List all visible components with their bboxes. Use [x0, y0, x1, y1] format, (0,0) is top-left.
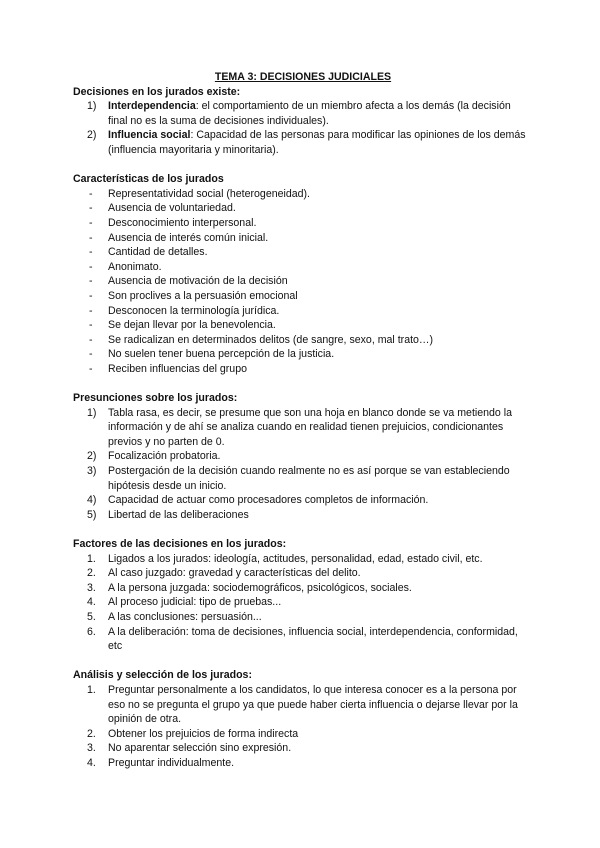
list-text: A las conclusiones: persuasión... [108, 610, 262, 623]
list-text: No suelen tener buena percepción de la justicia. [108, 348, 335, 361]
list-text: Tabla rasa, es decir, se presume que son una hoja en blanco donde se va metiendo la información y de ahí se analiza cuando en realidad tienen prejuicios, condicionantes previos y no parten de 0. [108, 406, 513, 448]
numbered-list [73, 406, 533, 523]
list-text: No aparentar selección sino expresión. [108, 742, 292, 755]
list-text: Ausencia de motivación de la decisión [108, 275, 288, 288]
list-text: Preguntar personalmente a los candidatos, lo que interesa conocer es a la persona por eso no se pregunta el grupo ya que puede haber cierta influencia o dejarse llevar por la opinión de otra. [108, 683, 518, 726]
numbered-list [73, 552, 533, 654]
document-content [73, 70, 533, 785]
list-number: 2. [87, 567, 96, 580]
list-item [73, 318, 533, 333]
section-analisis [73, 668, 533, 770]
list-item [73, 201, 533, 216]
list-item [73, 362, 533, 377]
section-heading: Características de los jurados [73, 173, 224, 186]
list-number: 5) [87, 508, 97, 521]
list-text: Anonimato. [108, 260, 162, 273]
list-item [73, 289, 533, 304]
dash-bullet: - [89, 202, 93, 215]
list-number: 4. [87, 596, 96, 609]
list-number: 3. [87, 742, 96, 755]
list-text: Capacidad de actuar como procesadores completos de información. [108, 494, 429, 507]
list-item [73, 756, 533, 771]
list-text: Libertad de las deliberaciones [108, 508, 249, 521]
section-factores [73, 537, 533, 654]
list-number: 2) [87, 129, 97, 142]
dash-bullet: - [89, 362, 93, 375]
section-heading: Factores de las decisiones en los jurados: [73, 538, 287, 550]
list-text: Ligados a los jurados: ideología, actitudes, personalidad, edad, estado civil, etc. [108, 552, 483, 565]
list-text: Ausencia de voluntariedad. [108, 202, 236, 215]
section-caracteristicas [73, 172, 533, 376]
section-heading: Decisiones en los jurados existe: [73, 85, 241, 98]
section-presunciones [73, 391, 533, 522]
item-text: : Capacidad de las personas para modificar las opiniones de los demás (influencia mayoritaria y minoritaria). [108, 129, 526, 156]
list-text: Focalización probatoria. [108, 450, 221, 463]
section-decisiones [73, 85, 533, 158]
list-text: Cantidad de detalles. [108, 246, 208, 259]
list-item [73, 595, 533, 610]
list-number: 6. [87, 625, 96, 638]
list-text: Postergación de la decisión cuando realmente no es así porque se van estableciendo hipótesis desde un inicio. [108, 465, 510, 492]
list-text: Obtener los prejuicios de forma indirecta [108, 727, 299, 740]
list-item [73, 231, 533, 246]
list-number: 4) [87, 494, 97, 507]
dash-bullet: - [89, 289, 93, 302]
list-item [73, 187, 533, 202]
dash-list [73, 187, 533, 377]
list-item [73, 741, 533, 756]
list-text: A la deliberación: toma de decisiones, influencia social, interdependencia, conformidad, etc [108, 625, 518, 653]
list-number: 2. [87, 727, 96, 740]
dash-bullet: - [89, 304, 93, 317]
list-number: 1. [87, 552, 96, 565]
list-item [73, 304, 533, 319]
dash-bullet: - [89, 231, 93, 244]
list-item [73, 99, 533, 128]
dash-bullet: - [89, 333, 93, 346]
list-item [73, 260, 533, 275]
list-item [73, 610, 533, 625]
list-text: Representatividad social (heterogeneidad). [108, 187, 310, 200]
list-item [73, 683, 533, 727]
list-text: Se dejan llevar por la benevolencia. [108, 319, 276, 332]
list-number: 3. [87, 581, 96, 594]
list-text [108, 99, 533, 128]
section-heading: Presunciones sobre los jurados: [73, 392, 238, 405]
numbered-list [73, 99, 533, 157]
list-text: Reciben influencias del grupo [108, 362, 247, 375]
list-item [73, 493, 533, 508]
dash-bullet: - [89, 216, 93, 229]
list-text: Al caso juzgado: gravedad y características del delito. [108, 567, 361, 580]
list-item [73, 464, 533, 493]
section-heading: Análisis y selección de los jurados: [73, 669, 252, 682]
list-item [73, 128, 533, 157]
list-text: Son proclives a la persuasión emocional [108, 289, 298, 302]
list-text: Desconocen la terminología jurídica. [108, 304, 280, 317]
list-item [73, 449, 533, 464]
dash-bullet: - [89, 348, 93, 361]
dash-bullet: - [89, 246, 93, 259]
list-number: 1) [87, 406, 97, 419]
bold-term: Influencia social [108, 129, 191, 142]
list-text: Desconocimiento interpersonal. [108, 216, 257, 229]
dash-bullet: - [89, 187, 93, 200]
list-number: 2) [87, 450, 97, 463]
list-number: 1. [87, 683, 96, 696]
list-item [73, 274, 533, 289]
list-item [73, 566, 533, 581]
list-item [73, 581, 533, 596]
list-item [73, 727, 533, 742]
list-number: 1) [87, 100, 97, 113]
dash-bullet: - [89, 319, 93, 332]
list-item [73, 406, 533, 450]
list-item [73, 625, 533, 654]
document-title: TEMA 3: DECISIONES JUDICIALES [214, 71, 392, 83]
item-text: : el comportamiento de un miembro afecta a los demás (la decisión final no es la suma de decisiones individuales). [108, 100, 511, 127]
list-text [108, 128, 533, 157]
numbered-list [73, 683, 533, 771]
list-text: Preguntar individualmente. [108, 756, 235, 769]
list-item [73, 216, 533, 231]
bold-term: Interdependencia [108, 100, 196, 113]
list-number: 4. [87, 756, 96, 769]
list-item [73, 347, 533, 362]
list-item [73, 245, 533, 260]
list-text: A la persona juzgada: sociodemográficos, psicológicos, sociales. [108, 581, 412, 594]
list-text: Se radicalizan en determinados delitos (de sangre, sexo, mal trato…) [108, 333, 434, 346]
list-text: Ausencia de interés común inicial. [108, 231, 269, 244]
dash-bullet: - [89, 260, 93, 273]
list-item [73, 552, 533, 567]
list-number: 5. [87, 610, 96, 623]
dash-bullet: - [89, 275, 93, 288]
list-item [73, 333, 533, 348]
list-item [73, 508, 533, 523]
list-number: 3) [87, 465, 97, 478]
list-text: Al proceso judicial: tipo de pruebas... [108, 596, 282, 609]
